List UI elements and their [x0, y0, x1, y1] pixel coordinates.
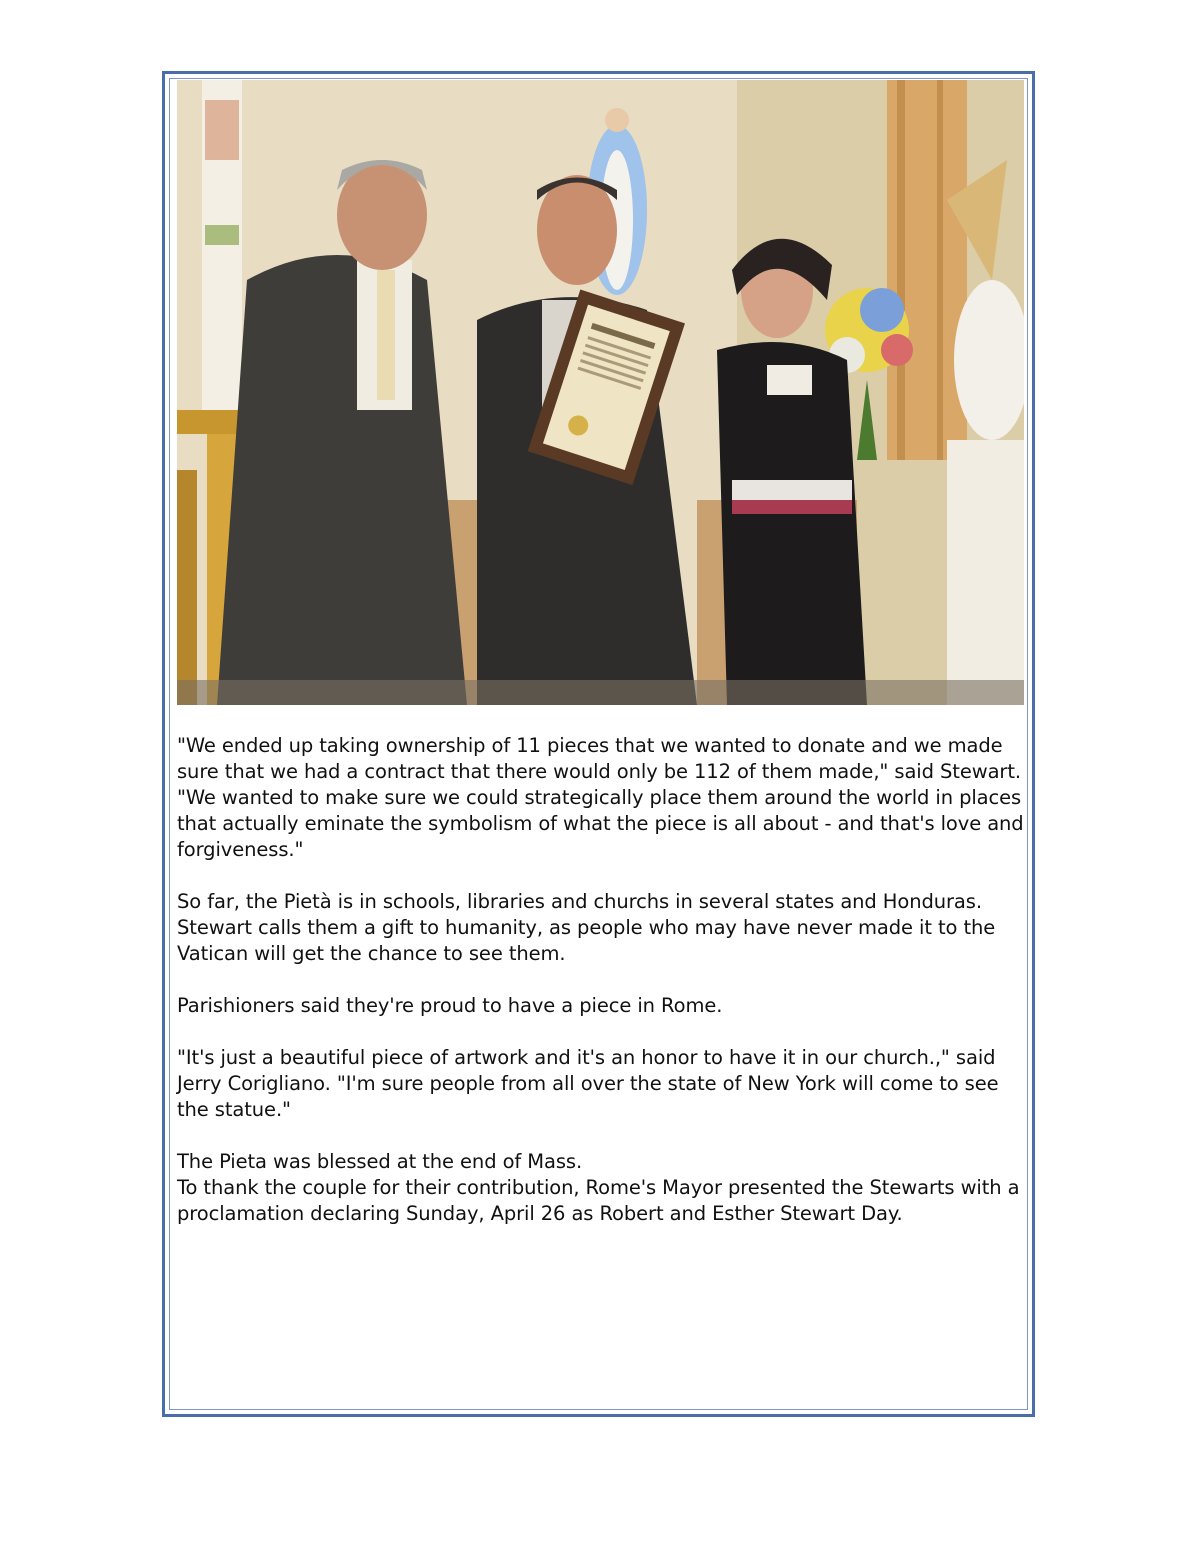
article-paragraph-6 [177, 1175, 1027, 1227]
article-line: Jerry Corigliano. "I'm sure people from all over the state of New York will come to see [177, 1072, 999, 1095]
article-line: that actually eminate the symbolism of what the piece is all about - and that's love and [177, 812, 1024, 835]
article-line: proclamation declaring Sunday, April 26 as Robert and Esther Stewart Day. [177, 1202, 903, 1225]
article-paragraph-3 [177, 993, 1027, 1019]
article-line: "It's just a beautiful piece of artwork and it's an honor to have it in our church.," said [177, 1046, 996, 1069]
article-line: Stewart calls them a gift to humanity, as people who may have never made it to the [177, 916, 996, 939]
ceremony-photo-illustration [177, 80, 1024, 705]
article-paragraph-2 [177, 889, 1027, 967]
article-line: Vatican will get the chance to see them. [177, 942, 566, 965]
article-line: The Pieta was blessed at the end of Mass. [177, 1150, 583, 1173]
article-line: sure that we had a contract that there would only be 112 of them made," said Stewart. [177, 760, 1021, 783]
article-line: "We wanted to make sure we could strategically place them around the world in places [177, 786, 1022, 809]
ceremony-photo [177, 80, 1024, 705]
article-paragraph-4 [177, 1045, 1027, 1123]
article-line: Parishioners said they're proud to have a piece in Rome. [177, 994, 723, 1017]
article-line: "We ended up taking ownership of 11 pieces that we wanted to donate and we made [177, 734, 1003, 757]
article-paragraph-5 [177, 1149, 1027, 1175]
article-line: To thank the couple for their contribution, Rome's Mayor presented the Stewarts with a [177, 1176, 1020, 1199]
article-line: the statue." [177, 1098, 291, 1121]
article-paragraph-1 [177, 733, 1027, 863]
article-line: forgiveness." [177, 838, 304, 861]
article-body [177, 733, 1027, 1253]
article-line: So far, the Pietà is in schools, libraries and churchs in several states and Honduras. [177, 890, 982, 913]
